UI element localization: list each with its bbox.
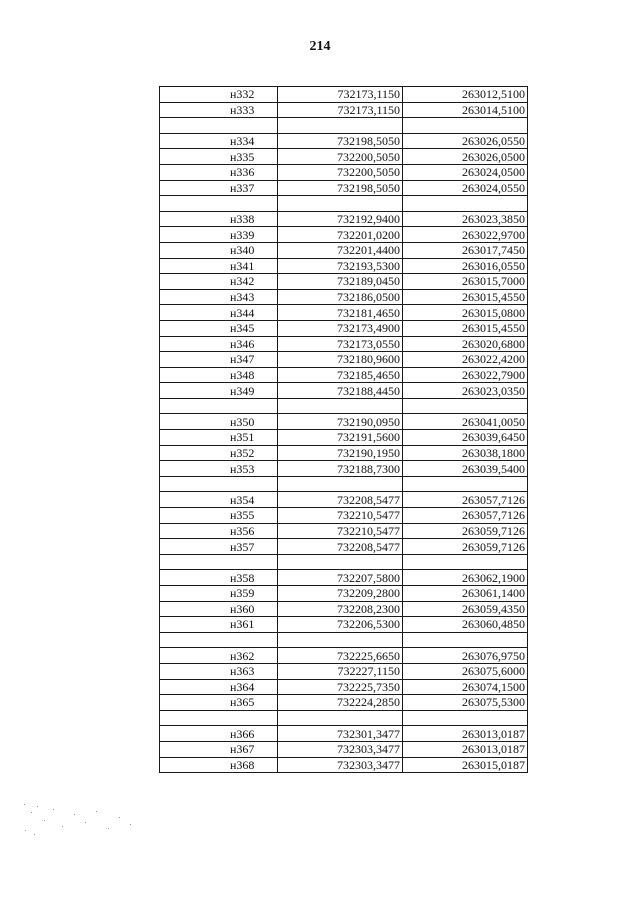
y-coordinate-cell: 263023,3850	[403, 211, 528, 227]
point-name-cell	[160, 398, 278, 414]
y-coordinate-cell	[403, 554, 528, 570]
coordinates-table	[159, 86, 528, 773]
point-name-cell: н332	[160, 87, 278, 103]
y-coordinate-cell: 263039,6450	[403, 430, 528, 446]
point-name-cell: н352	[160, 445, 278, 461]
y-coordinate-cell: 263041,0050	[403, 414, 528, 430]
x-coordinate-cell: 732224,2850	[278, 695, 403, 711]
table-row	[160, 508, 528, 524]
point-name-cell: н363	[160, 663, 278, 679]
point-name-cell: н356	[160, 523, 278, 539]
point-name-cell: н353	[160, 461, 278, 477]
y-coordinate-cell: 263015,4550	[403, 289, 528, 305]
table-row	[160, 492, 528, 508]
point-name-cell: н335	[160, 149, 278, 165]
x-coordinate-cell: 732201,4400	[278, 242, 403, 258]
point-name-cell: н347	[160, 352, 278, 368]
point-name-cell: н364	[160, 679, 278, 695]
table-separator-row	[160, 632, 528, 648]
point-name-cell: н346	[160, 336, 278, 352]
x-coordinate-cell: 732208,5477	[278, 492, 403, 508]
x-coordinate-cell: 732225,7350	[278, 679, 403, 695]
table-row	[160, 414, 528, 430]
point-name-cell: н366	[160, 726, 278, 742]
point-name-cell	[160, 118, 278, 134]
y-coordinate-cell	[403, 476, 528, 492]
point-name-cell: н336	[160, 164, 278, 180]
table-separator-row	[160, 398, 528, 414]
y-coordinate-cell: 263062,1900	[403, 570, 528, 586]
y-coordinate-cell	[403, 118, 528, 134]
table-row	[160, 695, 528, 711]
point-name-cell: н345	[160, 320, 278, 336]
y-coordinate-cell: 263017,7450	[403, 242, 528, 258]
point-name-cell: н342	[160, 274, 278, 290]
point-name-cell: н358	[160, 570, 278, 586]
y-coordinate-cell: 263076,9750	[403, 648, 528, 664]
x-coordinate-cell: 732173,4900	[278, 320, 403, 336]
x-coordinate-cell	[278, 196, 403, 212]
y-coordinate-cell: 263012,5100	[403, 87, 528, 103]
table-row	[160, 726, 528, 742]
y-coordinate-cell: 263059,7126	[403, 539, 528, 555]
x-coordinate-cell: 732190,1950	[278, 445, 403, 461]
table-row	[160, 367, 528, 383]
point-name-cell: н339	[160, 227, 278, 243]
x-coordinate-cell: 732210,5477	[278, 508, 403, 524]
y-coordinate-cell: 263024,0550	[403, 180, 528, 196]
table-row	[160, 741, 528, 757]
point-name-cell: н365	[160, 695, 278, 711]
table-separator-row	[160, 118, 528, 134]
y-coordinate-cell: 263059,7126	[403, 523, 528, 539]
point-name-cell: н357	[160, 539, 278, 555]
x-coordinate-cell: 732190,0950	[278, 414, 403, 430]
x-coordinate-cell: 732198,5050	[278, 180, 403, 196]
x-coordinate-cell: 732185,4650	[278, 367, 403, 383]
table-row	[160, 289, 528, 305]
y-coordinate-cell: 263060,4850	[403, 617, 528, 633]
point-name-cell: н368	[160, 757, 278, 773]
table-row	[160, 648, 528, 664]
table-row	[160, 663, 528, 679]
x-coordinate-cell: 732192,9400	[278, 211, 403, 227]
y-coordinate-cell: 263074,1500	[403, 679, 528, 695]
point-name-cell: н360	[160, 601, 278, 617]
x-coordinate-cell: 732191,5600	[278, 430, 403, 446]
y-coordinate-cell	[403, 632, 528, 648]
point-name-cell	[160, 710, 278, 726]
table-row	[160, 383, 528, 399]
point-name-cell: н354	[160, 492, 278, 508]
table-row	[160, 523, 528, 539]
x-coordinate-cell: 732303,3477	[278, 741, 403, 757]
point-name-cell: н344	[160, 305, 278, 321]
point-name-cell: н334	[160, 133, 278, 149]
point-name-cell	[160, 554, 278, 570]
y-coordinate-cell: 263022,7900	[403, 367, 528, 383]
x-coordinate-cell: 732193,5300	[278, 258, 403, 274]
point-name-cell: н359	[160, 586, 278, 602]
table-separator-row	[160, 554, 528, 570]
y-coordinate-cell: 263075,6000	[403, 663, 528, 679]
point-name-cell: н343	[160, 289, 278, 305]
x-coordinate-cell	[278, 476, 403, 492]
table-separator-row	[160, 710, 528, 726]
y-coordinate-cell	[403, 710, 528, 726]
table-separator-row	[160, 476, 528, 492]
y-coordinate-cell: 263024,0500	[403, 164, 528, 180]
point-name-cell: н333	[160, 102, 278, 118]
table-row	[160, 601, 528, 617]
point-name-cell: н349	[160, 383, 278, 399]
table-row	[160, 211, 528, 227]
y-coordinate-cell: 263015,7000	[403, 274, 528, 290]
scan-noise	[22, 800, 182, 840]
x-coordinate-cell: 732173,1150	[278, 87, 403, 103]
x-coordinate-cell: 732173,1150	[278, 102, 403, 118]
point-name-cell: н367	[160, 741, 278, 757]
x-coordinate-cell	[278, 554, 403, 570]
x-coordinate-cell: 732303,3477	[278, 757, 403, 773]
y-coordinate-cell: 263039,5400	[403, 461, 528, 477]
coordinates-table-body	[160, 87, 528, 773]
y-coordinate-cell: 263075,5300	[403, 695, 528, 711]
x-coordinate-cell	[278, 118, 403, 134]
x-coordinate-cell: 732227,1150	[278, 663, 403, 679]
y-coordinate-cell: 263013,0187	[403, 741, 528, 757]
y-coordinate-cell: 263016,0550	[403, 258, 528, 274]
x-coordinate-cell: 732208,5477	[278, 539, 403, 555]
x-coordinate-cell: 732209,2800	[278, 586, 403, 602]
y-coordinate-cell: 263015,0187	[403, 757, 528, 773]
x-coordinate-cell	[278, 710, 403, 726]
point-name-cell	[160, 196, 278, 212]
y-coordinate-cell: 263061,1400	[403, 586, 528, 602]
y-coordinate-cell	[403, 196, 528, 212]
point-name-cell: н350	[160, 414, 278, 430]
point-name-cell: н348	[160, 367, 278, 383]
point-name-cell: н341	[160, 258, 278, 274]
table-row	[160, 164, 528, 180]
y-coordinate-cell: 263059,4350	[403, 601, 528, 617]
y-coordinate-cell: 263057,7126	[403, 492, 528, 508]
x-coordinate-cell: 732189,0450	[278, 274, 403, 290]
x-coordinate-cell: 732173,0550	[278, 336, 403, 352]
table-row	[160, 430, 528, 446]
x-coordinate-cell	[278, 632, 403, 648]
x-coordinate-cell	[278, 398, 403, 414]
table-row	[160, 445, 528, 461]
point-name-cell: н337	[160, 180, 278, 196]
x-coordinate-cell: 732181,4650	[278, 305, 403, 321]
table-row	[160, 570, 528, 586]
y-coordinate-cell: 263022,4200	[403, 352, 528, 368]
x-coordinate-cell: 732201,0200	[278, 227, 403, 243]
table-row	[160, 679, 528, 695]
table-row	[160, 617, 528, 633]
x-coordinate-cell: 732208,2300	[278, 601, 403, 617]
table-row	[160, 133, 528, 149]
page-number: 214	[309, 39, 331, 54]
x-coordinate-cell: 732188,7300	[278, 461, 403, 477]
y-coordinate-cell: 263057,7126	[403, 508, 528, 524]
table-row	[160, 586, 528, 602]
point-name-cell: н340	[160, 242, 278, 258]
point-name-cell: н351	[160, 430, 278, 446]
table-row	[160, 352, 528, 368]
table-row	[160, 757, 528, 773]
x-coordinate-cell: 732188,4450	[278, 383, 403, 399]
y-coordinate-cell: 263015,0800	[403, 305, 528, 321]
table-row	[160, 336, 528, 352]
y-coordinate-cell: 263013,0187	[403, 726, 528, 742]
point-name-cell: н361	[160, 617, 278, 633]
x-coordinate-cell: 732225,6650	[278, 648, 403, 664]
table-row	[160, 461, 528, 477]
table-row	[160, 102, 528, 118]
table-row	[160, 274, 528, 290]
y-coordinate-cell: 263023,0350	[403, 383, 528, 399]
table-row	[160, 539, 528, 555]
table-row	[160, 258, 528, 274]
y-coordinate-cell: 263022,9700	[403, 227, 528, 243]
table-row	[160, 87, 528, 103]
point-name-cell: н355	[160, 508, 278, 524]
table-row	[160, 242, 528, 258]
x-coordinate-cell: 732210,5477	[278, 523, 403, 539]
x-coordinate-cell: 732198,5050	[278, 133, 403, 149]
x-coordinate-cell: 732206,5300	[278, 617, 403, 633]
table-row	[160, 180, 528, 196]
point-name-cell: н338	[160, 211, 278, 227]
x-coordinate-cell: 732200,5050	[278, 164, 403, 180]
table-separator-row	[160, 196, 528, 212]
y-coordinate-cell: 263026,0500	[403, 149, 528, 165]
y-coordinate-cell: 263020,6800	[403, 336, 528, 352]
x-coordinate-cell: 732186,0500	[278, 289, 403, 305]
table-row	[160, 149, 528, 165]
table-row	[160, 305, 528, 321]
x-coordinate-cell: 732301,3477	[278, 726, 403, 742]
point-name-cell: н362	[160, 648, 278, 664]
x-coordinate-cell: 732180,9600	[278, 352, 403, 368]
point-name-cell	[160, 632, 278, 648]
x-coordinate-cell: 732207,5800	[278, 570, 403, 586]
point-name-cell	[160, 476, 278, 492]
y-coordinate-cell: 263038,1800	[403, 445, 528, 461]
table-row	[160, 320, 528, 336]
table-row	[160, 227, 528, 243]
y-coordinate-cell: 263026,0550	[403, 133, 528, 149]
y-coordinate-cell: 263015,4550	[403, 320, 528, 336]
x-coordinate-cell: 732200,5050	[278, 149, 403, 165]
y-coordinate-cell	[403, 398, 528, 414]
y-coordinate-cell: 263014,5100	[403, 102, 528, 118]
